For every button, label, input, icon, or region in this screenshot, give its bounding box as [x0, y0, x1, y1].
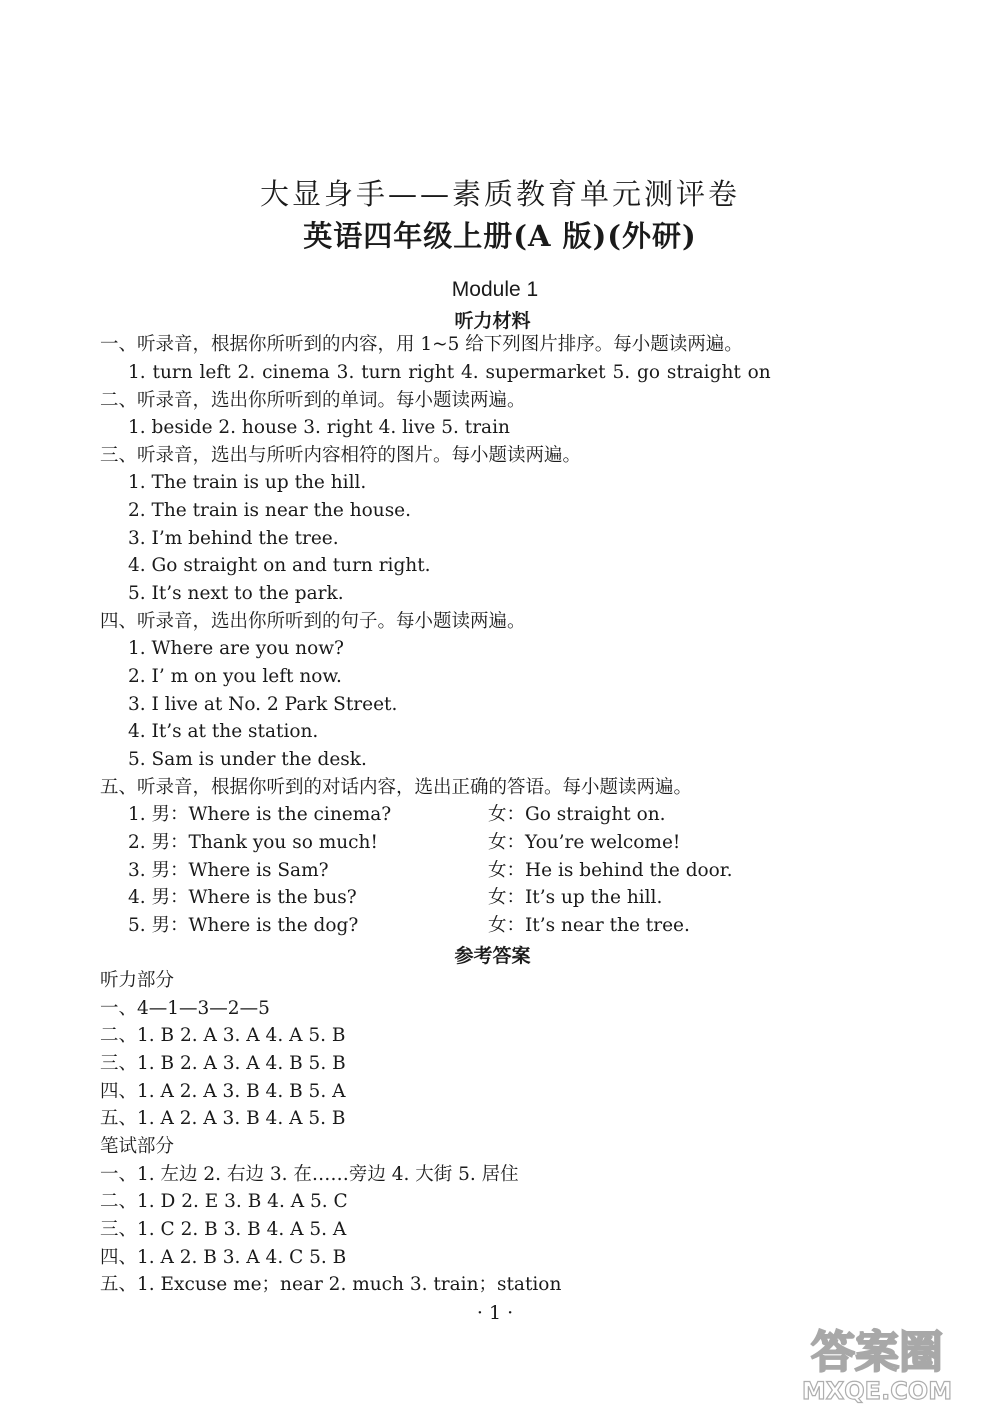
- watermark-graphic: [762, 1317, 992, 1407]
- answer-line: 四、1. A 2. B 3. A 4. C 5. B: [100, 1247, 347, 1268]
- answer-line: 四、1. A 2. A 3. B 4. B 5. A: [100, 1081, 346, 1102]
- listening-material-heading: 听力材料: [454, 310, 531, 332]
- section-3-item: 1. The train is up the hill.: [128, 472, 367, 493]
- section-4-item: 3. I live at No. 2 Park Street.: [128, 694, 398, 715]
- section-5-heading: 五、听录音，根据你听到的对话内容，选出正确的答语。每小题读两遍。: [100, 777, 693, 798]
- dialog-female-line: 女：He is behind the door.: [488, 860, 733, 881]
- dialog-male-line: 1. 男：Where is the cinema?: [128, 804, 392, 825]
- answer-line: 三、1. B 2. A 3. A 4. B 5. B: [100, 1053, 346, 1074]
- answer-line: 三、1. C 2. B 3. B 4. A 5. A: [100, 1219, 347, 1240]
- watermark-logo: [762, 1317, 992, 1407]
- written-part-label: 笔试部分: [100, 1136, 175, 1157]
- section-1-items: 1. turn left 2. cinema 3. turn right 4. supermarket 5. go straight on: [128, 362, 771, 383]
- dialog-female-line: 女：It’s near the tree.: [488, 915, 690, 936]
- watermark-text: 答案圈: [811, 1327, 943, 1378]
- dialog-female-line: 女：You’re welcome!: [488, 832, 681, 853]
- document-title: 大显身手——素质教育单元测评卷: [259, 177, 740, 211]
- section-3-item: 4. Go straight on and turn right.: [128, 555, 431, 576]
- section-2-items: 1. beside 2. house 3. right 4. live 5. train: [128, 417, 510, 438]
- section-4-item: 4. It’s at the station.: [128, 721, 319, 742]
- section-4-heading: 四、听录音，选出你所听到的句子。每小题读两遍。: [100, 611, 526, 632]
- answer-line: 五、1. A 2. A 3. B 4. A 5. B: [100, 1108, 346, 1129]
- dialog-female-line: 女：Go straight on.: [488, 804, 666, 825]
- section-4-item: 5. Sam is under the desk.: [128, 749, 367, 770]
- section-4-item: 1. Where are you now?: [128, 638, 344, 659]
- dialog-male-line: 5. 男：Where is the dog?: [128, 915, 359, 936]
- module-heading: Module 1: [451, 278, 539, 301]
- watermark-url: MXQE.COM: [801, 1377, 953, 1405]
- document-subtitle: 英语四年级上册(A 版)(外研): [303, 219, 697, 253]
- section-3-item: 2. The train is near the house.: [128, 500, 412, 521]
- answer-line: 一、4—1—3—2—5: [100, 998, 270, 1019]
- answer-line: 一、1. 左边 2. 右边 3. 在……旁边 4. 大街 5. 居住: [100, 1164, 519, 1185]
- section-1-heading: 一、听录音，根据你所听到的内容，用 1~5 给下列图片排序。每小题读两遍。: [100, 334, 743, 355]
- dialog-female-line: 女：It’s up the hill.: [488, 887, 663, 908]
- answer-line: 二、1. D 2. E 3. B 4. A 5. C: [100, 1191, 348, 1212]
- section-2-heading: 二、听录音，选出你所听到的单词。每小题读两遍。: [100, 390, 526, 411]
- section-3-item: 3. I’m behind the tree.: [128, 528, 339, 549]
- section-3-heading: 三、听录音，选出与所听内容相符的图片。每小题读两遍。: [100, 445, 582, 466]
- section-3-item: 5. It’s next to the park.: [128, 583, 344, 604]
- answer-line: 二、1. B 2. A 3. A 4. A 5. B: [100, 1025, 346, 1046]
- answer-line: 五、1. Excuse me；near 2. much 3. train；station: [100, 1274, 562, 1295]
- dialog-male-line: 2. 男：Thank you so much!: [128, 832, 378, 853]
- page-number: · 1 ·: [476, 1302, 514, 1324]
- answers-heading: 参考答案: [454, 945, 531, 967]
- dialog-male-line: 3. 男：Where is Sam?: [128, 860, 329, 881]
- section-4-item: 2. I’ m on you left now.: [128, 666, 342, 687]
- listening-part-label: 听力部分: [100, 970, 175, 991]
- dialog-male-line: 4. 男：Where is the bus?: [128, 887, 357, 908]
